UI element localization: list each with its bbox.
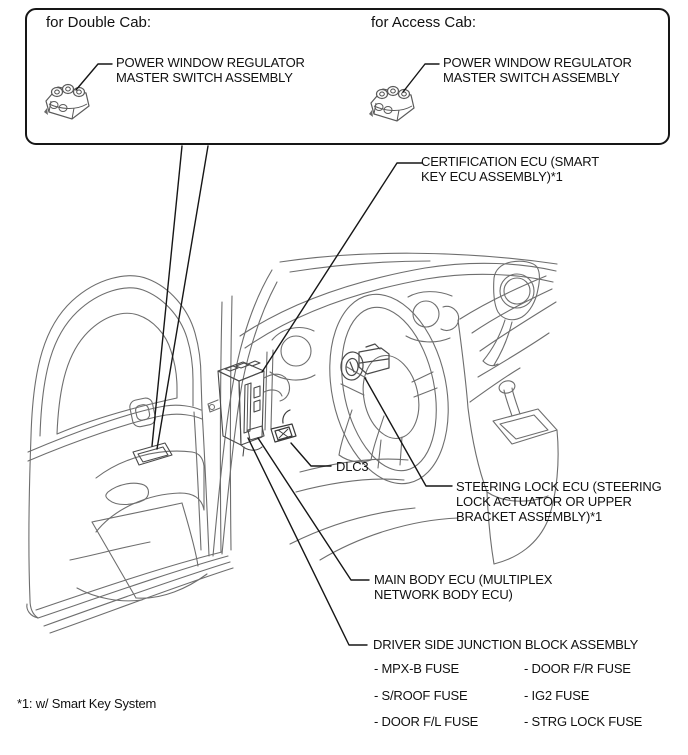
label-line: MASTER SWITCH ASSEMBLY [116, 70, 293, 85]
callout-leader-lines [76, 64, 452, 645]
certification-ecu-label [421, 154, 599, 184]
steering-lock-ecu-label [456, 479, 662, 524]
main-body-ecu-label [374, 572, 552, 602]
junction-block-label: DRIVER SIDE JUNCTION BLOCK ASSEMBLY [373, 637, 639, 652]
label-line: STEERING LOCK ECU (STEERING [456, 479, 662, 494]
access-cab-switch-label [443, 55, 632, 85]
dlc3-label: DLC3 [336, 459, 369, 474]
double-cab-switch-label [116, 55, 305, 85]
label-line: POWER WINDOW REGULATOR [443, 55, 632, 70]
fuse-item-mpx-b: - MPX-B FUSE [374, 661, 459, 676]
dlc3-connector-art [271, 410, 296, 442]
label-line: MAIN BODY ECU (MULTIPLEX [374, 572, 553, 587]
label-line: CERTIFICATION ECU (SMART [421, 154, 599, 169]
label-line: BRACKET ASSEMBLY)*1 [456, 509, 602, 524]
label-line: KEY ECU ASSEMBLY)*1 [421, 169, 563, 184]
label-line: MASTER SWITCH ASSEMBLY [443, 70, 620, 85]
steering-lock-ecu-art [340, 344, 389, 381]
double-cab-heading: for Double Cab: [46, 14, 152, 31]
door-panel-art [27, 276, 233, 633]
smart-key-footnote: *1: w/ Smart Key System [17, 696, 157, 711]
fuse-item-ig2: - IG2 FUSE [524, 688, 590, 703]
fuse-item-s-roof: - S/ROOF FUSE [374, 688, 468, 703]
access-cab-heading: for Access Cab: [371, 14, 477, 31]
fuse-item-strg-lock: - STRG LOCK FUSE [524, 714, 643, 729]
fuse-item-door-fl: - DOOR F/L FUSE [374, 714, 479, 729]
label-line: NETWORK BODY ECU) [374, 587, 513, 602]
label-line: POWER WINDOW REGULATOR [116, 55, 305, 70]
fuse-item-door-fr: - DOOR F/R FUSE [524, 661, 631, 676]
label-line: LOCK ACTUATOR OR UPPER [456, 494, 632, 509]
